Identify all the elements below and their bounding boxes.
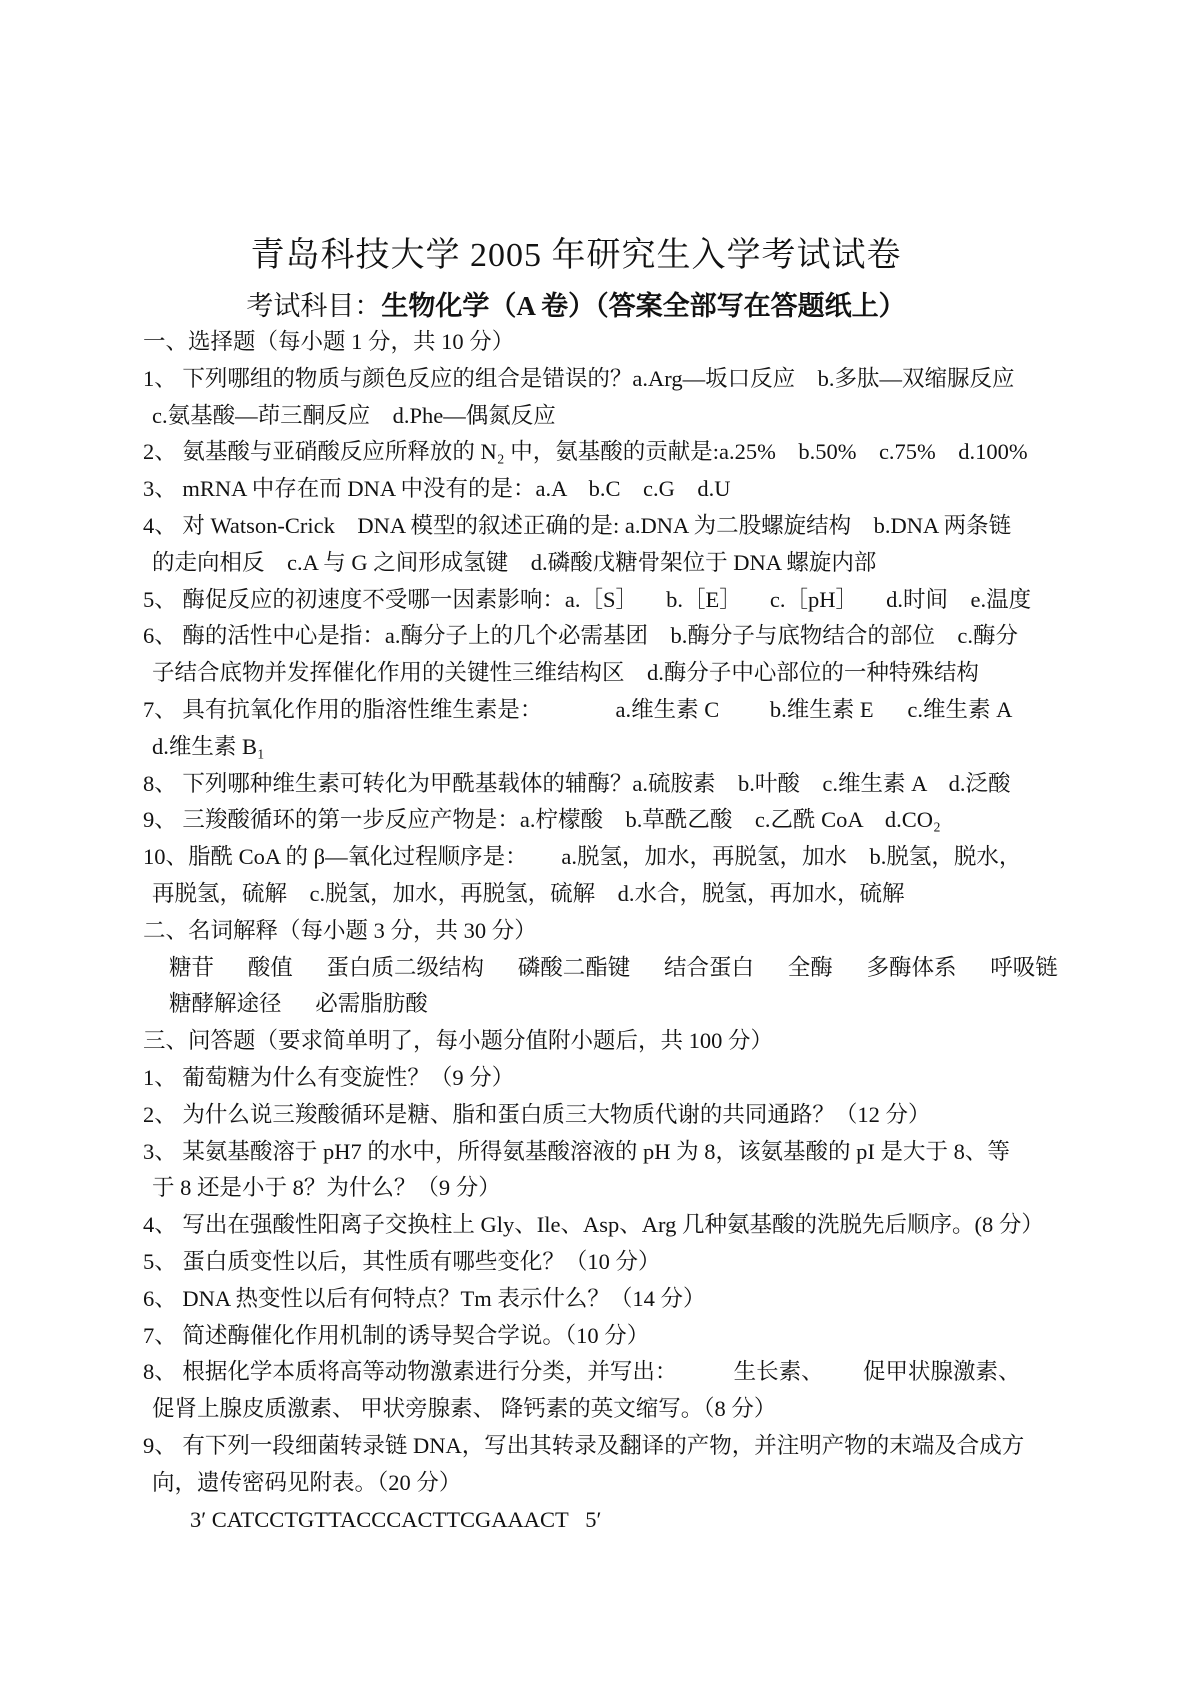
question-line: 9、 三羧酸循环的第一步反应产物是：a.柠檬酸 b.草酰乙酸 c.乙酰 CoA d.CO₂ <box>143 807 941 833</box>
subject-line <box>0 290 1152 322</box>
question-line: 2、 为什么说三羧酸循环是糖、脂和蛋白质三大物质代谢的共同通路？（12 分） <box>143 1101 931 1127</box>
page-title: 青岛科技大学 2005 年研究生入学考试试卷 <box>250 237 902 274</box>
question-continuation-line: 再脱氢，硫解 c.脱氢，加水，再脱氢，硫解 d.水合，脱氢，再加水，硫解 <box>152 880 905 906</box>
question-line: 5、 蛋白质变性以后，其性质有哪些变化？（10 分） <box>143 1248 661 1274</box>
document-body <box>143 324 1163 1538</box>
question-line: 1、 下列哪组的物质与颜色反应的组合是错误的？a.Arg—坂口反应 b.多肽—双缩脲反应 <box>143 365 1015 391</box>
section-heading: 三、问答题（要求简单明了，每小题分值附小题后，共 100 分） <box>143 1028 774 1054</box>
question-continuation-line: 促肾上腺皮质激素、 甲状旁腺素、 降钙素的英文缩写。（8 分） <box>152 1396 777 1422</box>
question-continuation-line: d.维生素 B₁ <box>152 733 265 759</box>
question-line: 7、 具有抗氧化作用的脂溶性维生素是： a.维生素 C b.维生素 E c.维生素 A <box>143 696 1013 722</box>
question-line: 3、 mRNA 中存在而 DNA 中没有的是：a.A b.C c.G d.U <box>143 476 731 502</box>
question-continuation-line: 子结合底物并发挥催化作用的关键性三维结构区 d.酶分子中心部位的一种特殊结构 <box>152 660 979 686</box>
question-line: 10、脂酰 CoA 的 β—氧化过程顺序是： a.脱氢，加水，再脱氢，加水 b.脱氢，脱水， <box>143 844 1022 870</box>
terms-line: 糖酵解途径 必需脂肪酸 <box>169 991 428 1017</box>
question-line: 4、 对 Watson-Crick DNA 模型的叙述正确的是: a.DNA 为二股螺旋结构 b.DNA 两条链 <box>143 512 1012 538</box>
question-line: 8、 根据化学本质将高等动物激素进行分类，并写出： 生长素、 促甲状腺激素、 <box>143 1359 1021 1385</box>
question-continuation-line: 的走向相反 c.A 与 G 之间形成氢键 d.磷酸戊糖骨架位于 DNA 螺旋内部 <box>152 549 877 575</box>
section-heading: 一、选择题（每小题 1 分，共 10 分） <box>143 329 515 354</box>
question-continuation-line: 向，遗传密码见附表。（20 分） <box>152 1469 462 1495</box>
question-line: 8、 下列哪种维生素可转化为甲酰基载体的辅酶？a.硫胺素 b.叶酸 c.维生素 A d.泛酸 <box>143 770 1011 796</box>
question-line: 5、 酶促反应的初速度不受哪一因素影响：a.［S］ b.［E］ c.［pH］ d.时间 e.温度 <box>143 586 1032 612</box>
question-continuation-line: c.氨基酸—茚三酮反应 d.Phe—偶氮反应 <box>152 402 556 428</box>
dna-sequence-line: 3′ CATCCTGTTACCCACTTCGAAACT 5′ <box>190 1506 602 1532</box>
subject-value: 生物化学（A 卷）（答案全部写在答题纸上） <box>381 291 906 321</box>
question-line: 2、 氨基酸与亚硝酸反应所释放的 N₂ 中，氨基酸的贡献是:a.25% b.50% c.75% d.100% <box>143 439 1028 465</box>
subject-label: 考试科目： <box>246 291 382 321</box>
question-continuation-line: 于 8 还是小于 8？为什么？（9 分） <box>152 1175 501 1201</box>
question-line: 1、 葡萄糖为什么有变旋性？（9 分） <box>143 1064 515 1090</box>
question-line: 6、 酶的活性中心是指：a.酶分子上的几个必需基团 b.酶分子与底物结合的部位 c.酶分 <box>143 623 1018 649</box>
question-line: 7、 简述酶催化作用机制的诱导契合学说。（10 分） <box>143 1322 650 1348</box>
question-line: 6、 DNA 热变性以后有何特点？Tm 表示什么？（14 分） <box>143 1285 706 1311</box>
terms-line: 糖苷 酸值 蛋白质二级结构 磷酸二酯键 结合蛋白 全酶 多酶体系 呼吸链 <box>169 954 1058 980</box>
question-line: 3、 某氨基酸溶于 pH7 的水中，所得氨基酸溶液的 pH 为 8，该氨基酸的 pI 是大于 8、等 <box>143 1138 1010 1164</box>
question-line: 4、 写出在强酸性阳离子交换柱上 Gly、Ile、Asp、Arg 几种氨基酸的洗脱先后顺序。(8 分） <box>143 1212 1044 1238</box>
question-line: 9、 有下列一段细菌转录链 DNA，写出其转录及翻译的产物，并注明产物的末端及合成方 <box>143 1432 1025 1458</box>
section-heading: 二、名词解释（每小题 3 分，共 30 分） <box>143 917 537 943</box>
